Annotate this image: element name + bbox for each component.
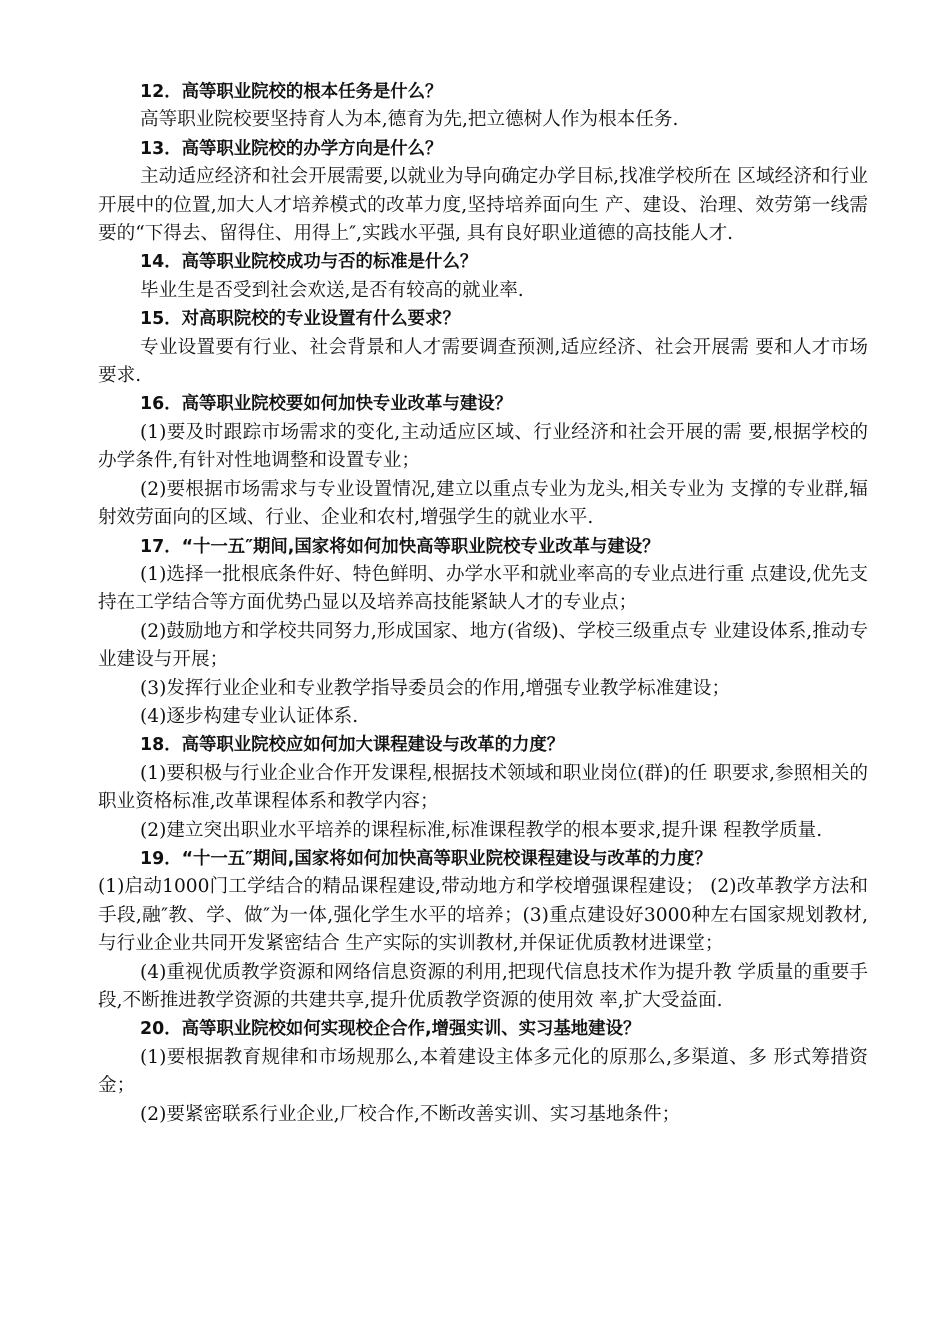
answer-18-item-2: (2)建立突出职业水平培养的课程标准,标准课程教学的根本要求,提升课 程教学质量. bbox=[140, 819, 823, 841]
question-14: 14．高等职业院校成功与否的标准是什么？ bbox=[140, 252, 478, 273]
answer-19-items-1-3: (1)启动1000门工学结合的精品课程建设,带动地方和学校增强课程建设； (2)改革教学方法和手段,融″教、学、做″为一体,强化学生水平的培养；(3)重点建设好3000种左右国家规划教材,与行业企业共同开发紧密结合 生产实际的实训教材,并保证优质教材进课堂； bbox=[98, 876, 868, 955]
answer-17-item-4: (4)逐步构建专业认证体系. bbox=[140, 705, 359, 727]
answer-20-item-2: (2)要紧密联系行业企业,厂校合作,不断改善实训、实习基地条件； bbox=[140, 1103, 681, 1125]
answer-16-item-2: (2)要根据市场需求与专业设置情况,建立以重点专业为龙头,相关专业为 支撑的专业群,辐射效劳面向的区域、行业、企业和农村,增强学生的就业水平. bbox=[98, 478, 868, 529]
answer-16-item-1: (1)要及时跟踪市场需求的变化,主动适应区域、行业经济和社会开展的需 要,根据学校的办学条件,有针对性地调整和设置专业； bbox=[98, 421, 868, 472]
question-20: 20．高等职业院校如何实现校企合作,增强实训、实习基地建设？ bbox=[140, 1019, 641, 1040]
question-16: 16．高等职业院校要如何加快专业改革与建设？ bbox=[140, 394, 513, 415]
answer-20-item-1: (1)要根据教育规律和市场规那么,本着建设主体多元化的原那么,多渠道、多 形式筹措资金； bbox=[98, 1046, 868, 1097]
answer-14: 毕业生是否受到社会欢送,是否有较高的就业率. bbox=[140, 279, 524, 301]
answer-12: 高等职业院校要坚持育人为本,德育为先,把立德树人作为根本任务. bbox=[140, 109, 679, 131]
answer-17-item-2: (2)鼓励地方和学校共同努力,形成国家、地方(省级)、学校三级重点专 业建设体系,推动专业建设与开展； bbox=[98, 620, 868, 671]
answer-15: 专业设置要有行业、社会背景和人才需要调查预测,适应经济、社会开展需 要和人才市场要求. bbox=[98, 336, 868, 387]
answer-18-item-1: (1)要积极与行业企业合作开发课程,根据技术领域和职业岗位(群)的任 职要求,参照相关的职业资格标准,改革课程体系和教学内容； bbox=[98, 762, 868, 813]
question-15: 15．对高职院校的专业设置有什么要求？ bbox=[140, 309, 460, 330]
question-13: 13．高等职业院校的办学方向是什么？ bbox=[140, 138, 443, 159]
question-19: 19．“十一五″期间,国家将如何加快高等职业院校课程建设与改革的力度？ bbox=[140, 848, 712, 869]
answer-17-item-1: (1)选择一批根底条件好、特色鲜明、办学水平和就业率高的专业点进行重 点建设,优先支持在工学结合等方面优势凸显以及培养高技能紧缺人才的专业点； bbox=[98, 563, 868, 614]
question-17: 17．“十一五″期间,国家将如何加快高等职业院校专业改革与建设？ bbox=[140, 536, 660, 557]
answer-19-item-4: (4)重视优质教学资源和网络信息资源的利用,把现代信息技术作为提升教 学质量的重要手段,不断推进教学资源的共建共享,提升优质教学资源的使用效 率,扩大受益面. bbox=[98, 961, 868, 1011]
answer-17-item-3: (3)发挥行业企业和专业教学指导委员会的作用,增强专业教学标准建设； bbox=[140, 677, 731, 699]
document-page bbox=[98, 78, 868, 1129]
question-18: 18．高等职业院校应如何加大课程建设与改革的力度？ bbox=[140, 735, 565, 756]
answer-13: 主动适应经济和社会开展需要,以就业为导向确定办学目标,找准学校所在 区域经济和行业开展中的位置,加大人才培养模式的改革力度,坚持培养面向生 产、建设、治理、效劳第一线需要的“下得去、留得住、用得上″,实践水平强, 具有良好职业道德的高技能人才. bbox=[98, 166, 868, 245]
question-12: 12．高等职业院校的根本任务是什么？ bbox=[140, 82, 443, 102]
